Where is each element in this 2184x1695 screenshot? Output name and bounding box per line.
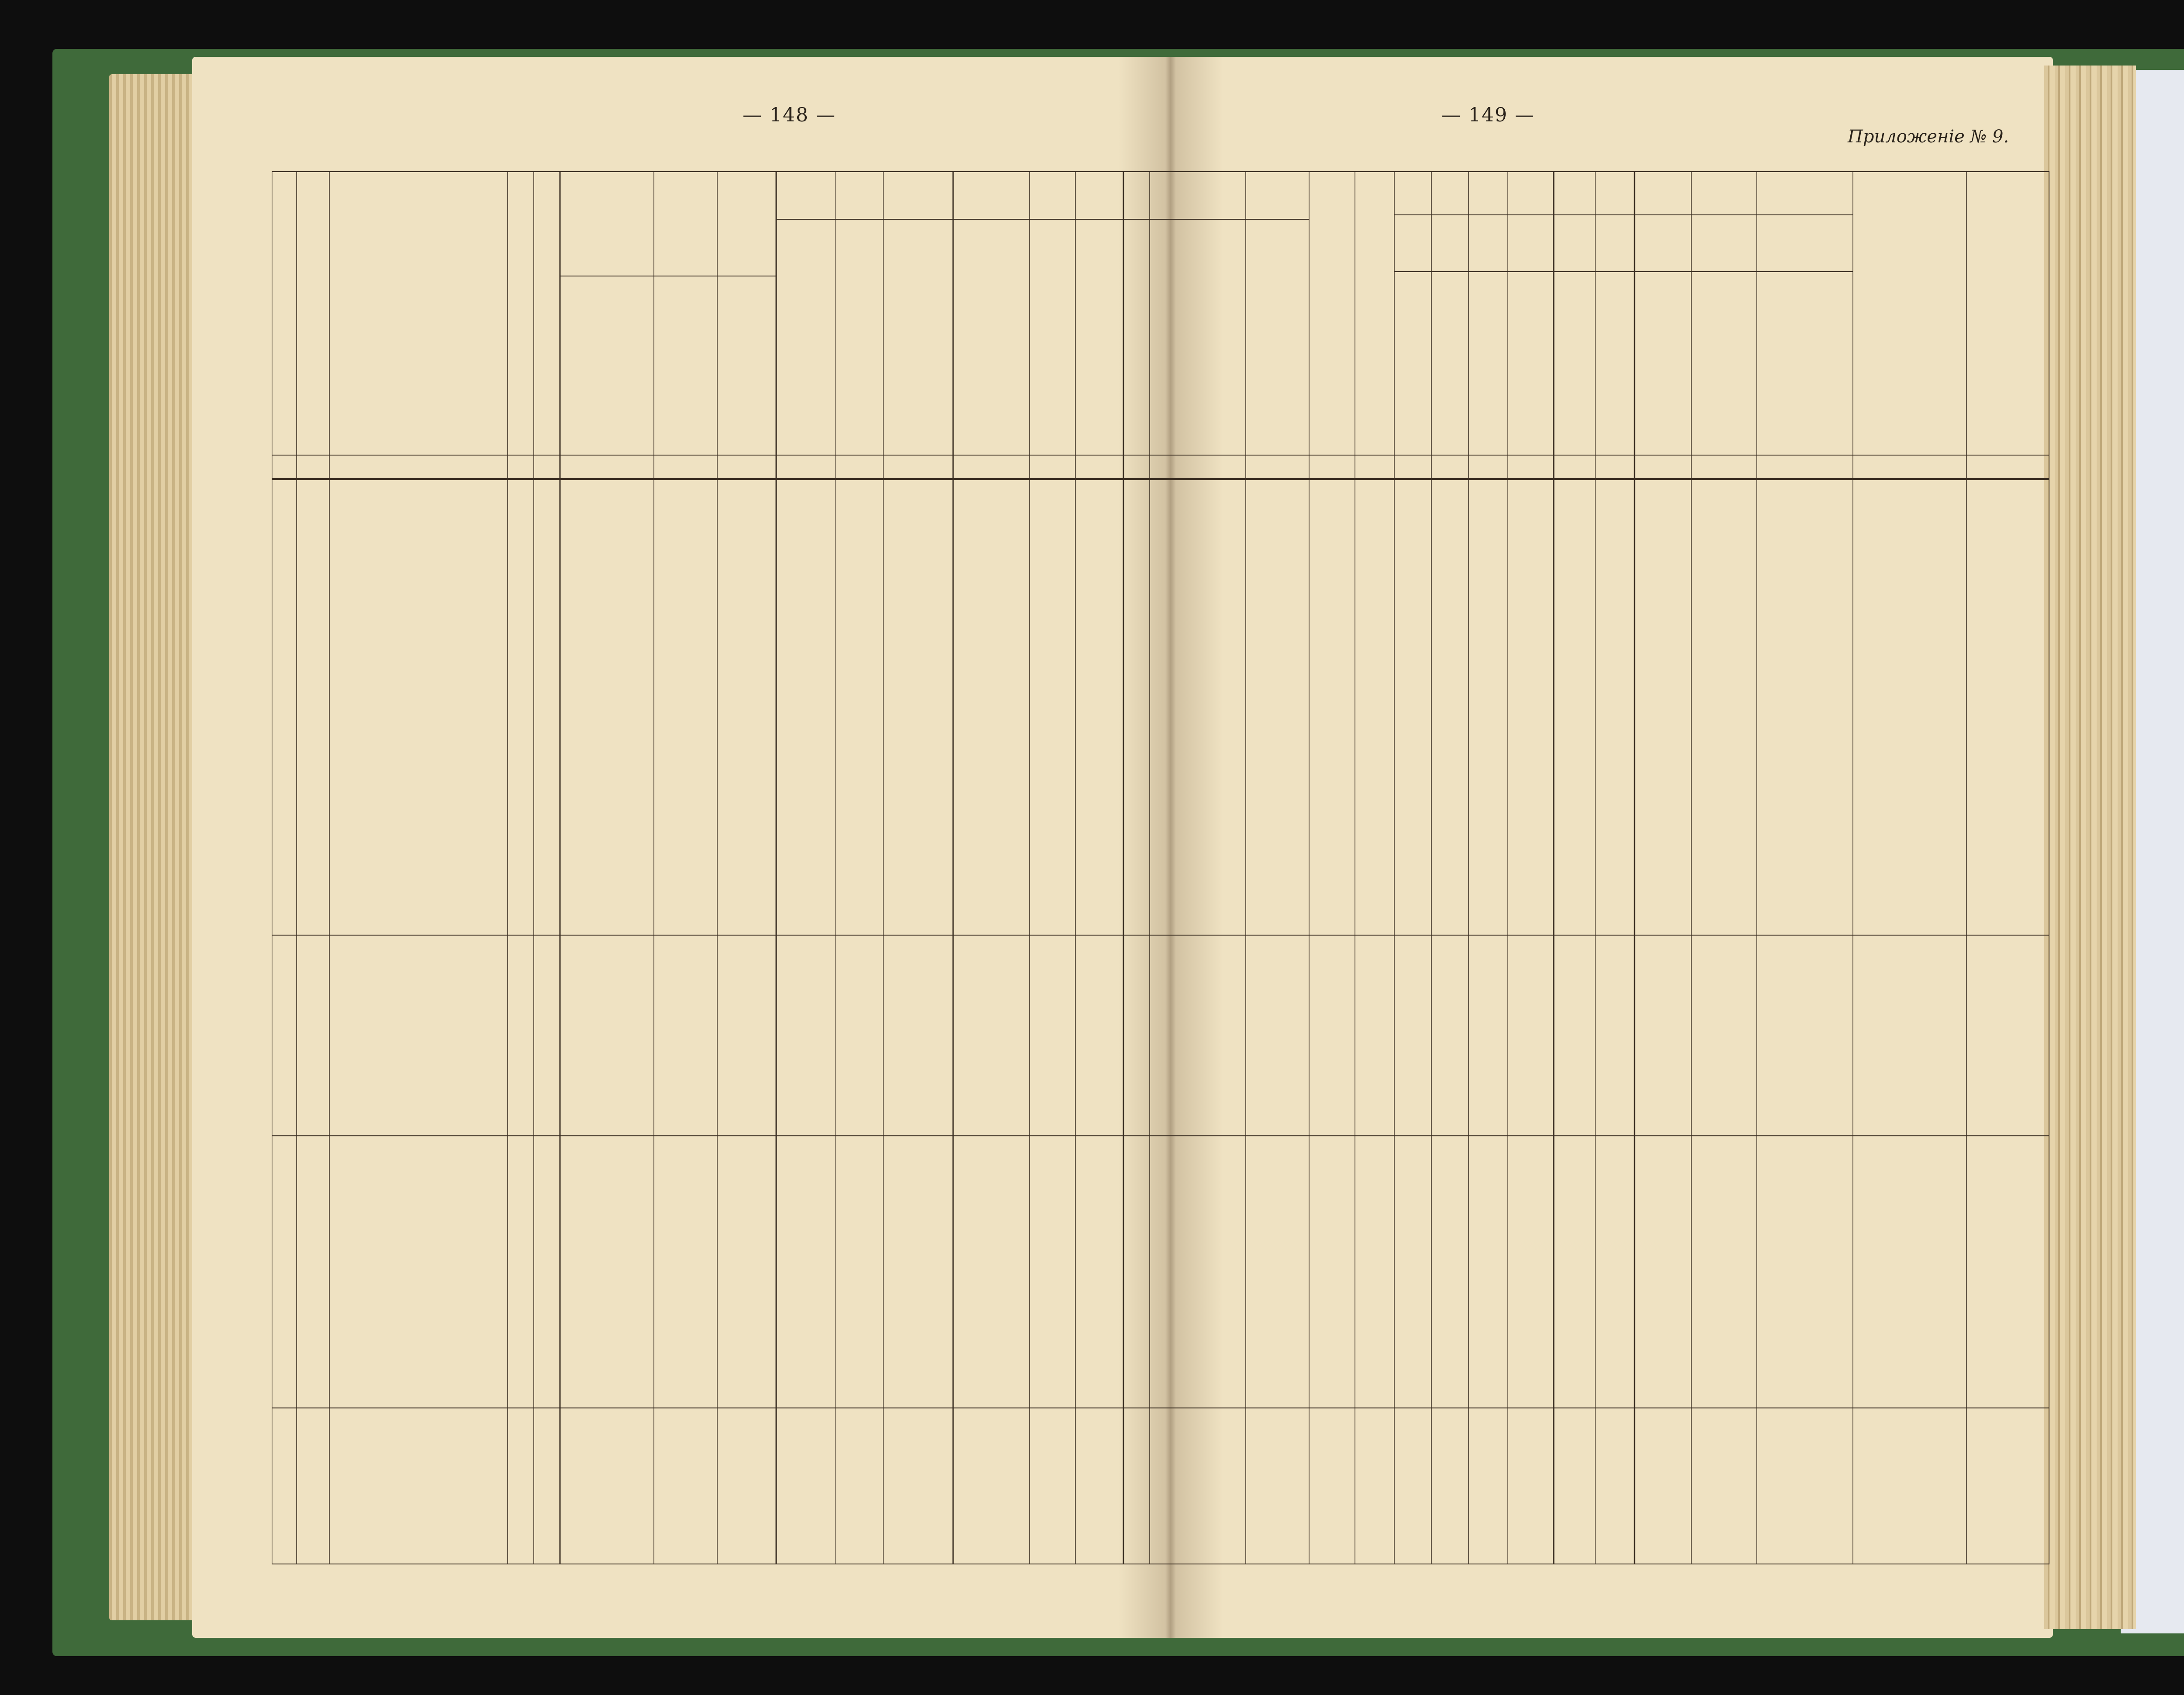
group-neotr — [1508, 219, 1635, 269]
subheader-7 — [1030, 224, 1075, 451]
subheader-9 — [1123, 180, 1150, 451]
subheader-18 — [1554, 276, 1595, 451]
subheader-21 — [1691, 232, 1757, 451]
group-zan — [564, 180, 772, 276]
razr-label-1 — [508, 497, 534, 942]
subheader-19 — [1595, 276, 1635, 451]
group-ne — [1399, 180, 1639, 211]
subheader-13 — [1355, 276, 1394, 451]
page-number-right: — 149 — — [1441, 104, 1535, 126]
subheader-16 — [1469, 276, 1508, 451]
subheader-8 — [1075, 224, 1123, 451]
razr-label-2 — [508, 951, 534, 1038]
page-stack-right — [2044, 66, 2136, 1629]
subheader-14 — [1394, 276, 1431, 451]
subheader-4 — [835, 224, 883, 451]
narod-label-2 — [534, 1160, 560, 1344]
razr-label-4 — [508, 1160, 534, 1344]
subheader-1 — [654, 280, 717, 451]
subheader-5 — [883, 224, 953, 451]
header-name — [334, 224, 503, 425]
narod-label-1 — [534, 497, 560, 1117]
subheader-12 — [1309, 276, 1355, 451]
subheader-23 — [1853, 180, 1966, 451]
subheader-3 — [776, 224, 835, 451]
subheader-17 — [1508, 276, 1554, 451]
subheader-10 — [1150, 180, 1246, 451]
narod-label-3 — [534, 1374, 560, 1619]
subheader-24 — [1966, 180, 2049, 451]
statistics-table — [272, 171, 2049, 1564]
razr-label-3 — [508, 1043, 534, 1117]
header-uezd — [297, 180, 329, 451]
page-number-left: — 148 — — [743, 104, 836, 126]
subheader-0 — [560, 280, 654, 451]
subheader-11 — [1246, 276, 1309, 451]
header-obsh — [272, 180, 297, 451]
subheader-20 — [1635, 232, 1691, 451]
subheader-2 — [717, 280, 776, 451]
razr-label-5 — [508, 1374, 534, 1619]
subheader-15 — [1431, 276, 1469, 451]
appendix-label: Приложеніе № 9. — [1848, 127, 2009, 147]
group-des — [781, 184, 1128, 215]
subheader-22 — [1757, 180, 1853, 451]
header-razr — [508, 180, 534, 451]
group-otr — [1394, 219, 1508, 269]
header-narod — [534, 180, 560, 451]
subheader-6 — [953, 224, 1030, 451]
